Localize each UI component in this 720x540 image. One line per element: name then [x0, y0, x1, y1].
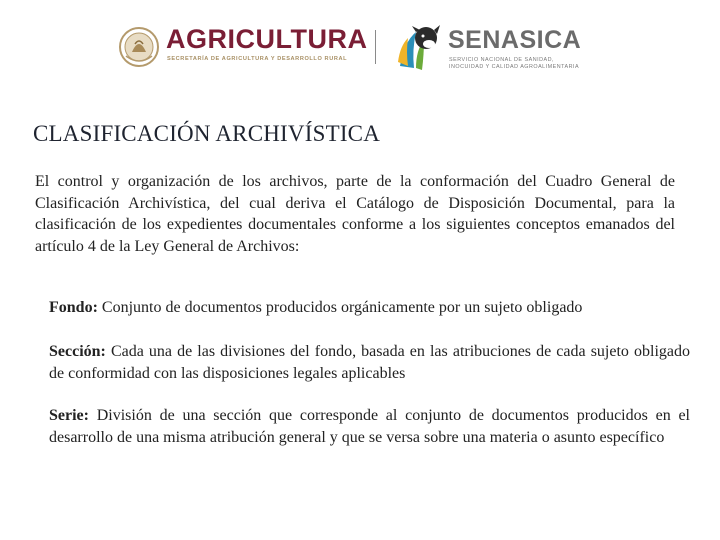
definition-text: Conjunto de documentos producidos orgánicamente por un sujeto obligado	[97, 299, 583, 316]
senasica-subtitle-line1: SERVICIO NACIONAL DE SANIDAD,	[449, 57, 554, 63]
definition-term: Serie:	[49, 407, 89, 424]
agriculture-subtitle: SECRETARÍA DE AGRICULTURA Y DESARROLLO RURAL	[167, 56, 348, 62]
national-seal-icon	[118, 22, 160, 72]
definition-fondo	[49, 297, 690, 319]
header-logos	[0, 0, 720, 90]
senasica-subtitle	[449, 57, 579, 71]
definition-seccion	[49, 341, 690, 385]
definition-text: División de una sección que corresponde al conjunto de documentos producidos en el desarrollo de una misma atribución general y que se versa sobre una materia o asunto específico	[49, 407, 690, 446]
senasica-title: SENASICA	[448, 26, 582, 54]
definition-term: Fondo:	[49, 299, 98, 316]
senasica-subtitle-line2: INOCUIDAD Y CALIDAD AGROALIMENTARIA	[449, 64, 580, 70]
definition-term: Sección:	[49, 343, 106, 360]
definition-text: Cada una de las divisiones del fondo, basada en las atribuciones de cada sujeto obligado de conformidad con las disposiciones legales aplicables	[49, 343, 690, 382]
page-title: CLASIFICACIÓN ARCHIVÍSTICA	[33, 121, 381, 146]
agriculture-title: AGRICULTURA	[166, 24, 368, 54]
definition-serie	[49, 405, 690, 449]
senasica-logo-icon	[394, 22, 444, 74]
intro-paragraph: El control y organización de los archivos, parte de la conformación del Cuadro General de Clasificación Archivística, del cual deriva el Catálogo de Disposición Documental, para la clasificación de los expedientes documentales conforme a los siguientes conceptos emanados del artículo 4 de la Ley General de Archivos:	[35, 173, 675, 255]
logo-divider	[375, 30, 376, 64]
